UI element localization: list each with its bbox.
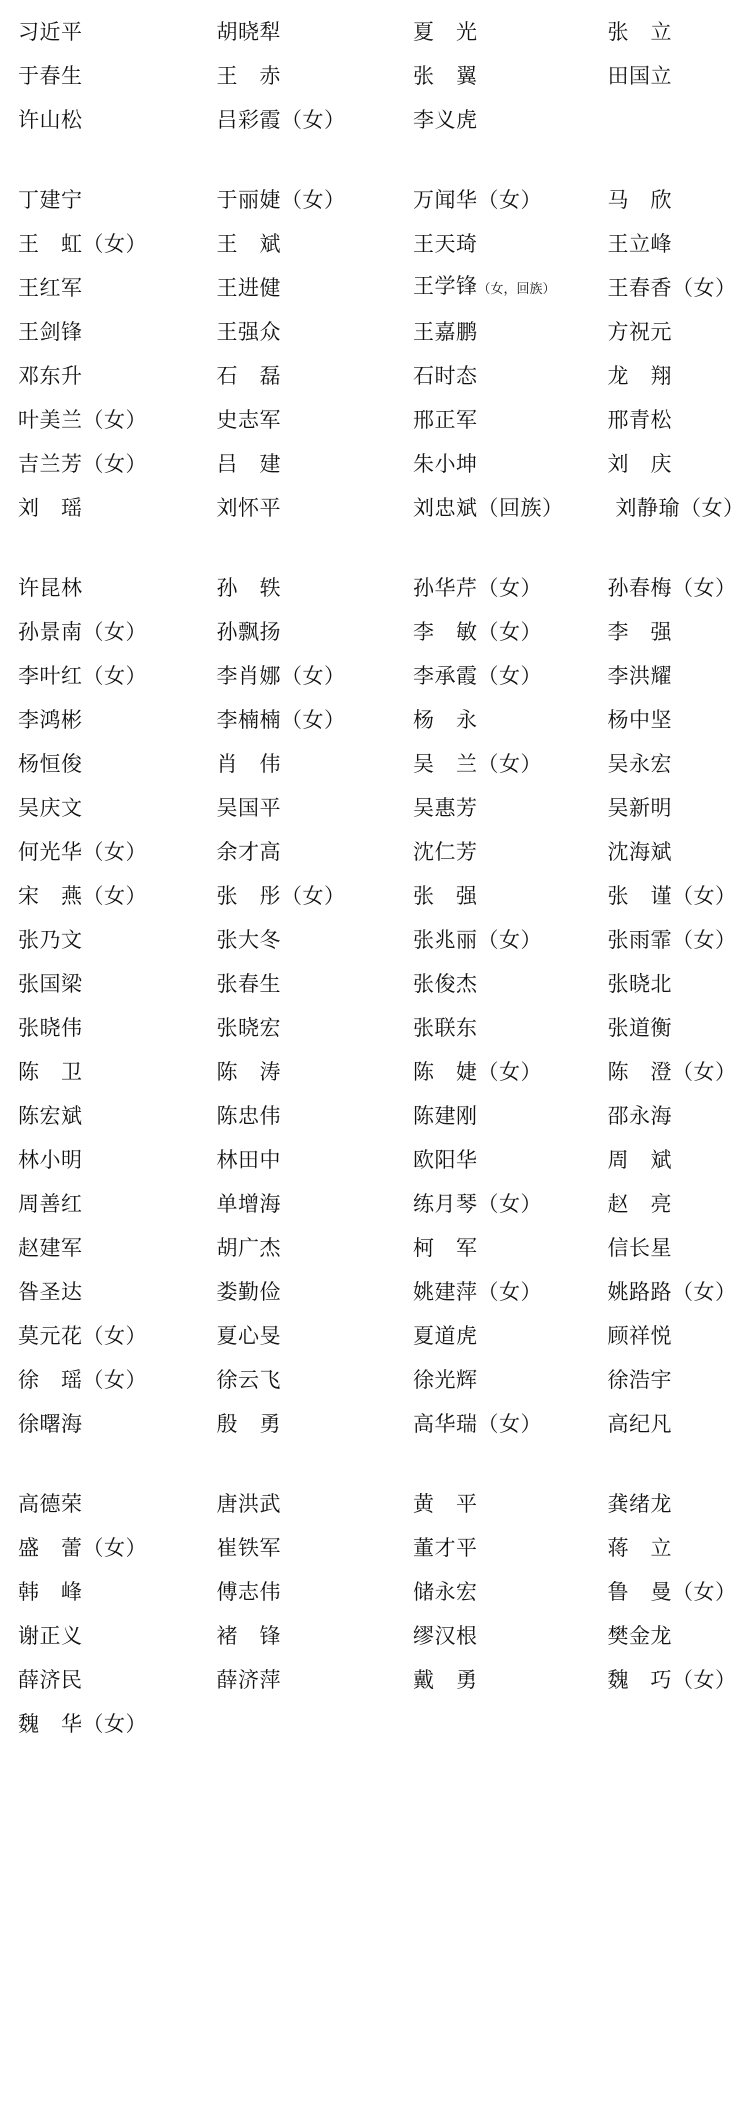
name-cell: 李鸿彬 [18,708,83,732]
name-row [14,266,736,310]
name-row [14,1614,736,1658]
name-cell: 周 斌 [607,1148,672,1172]
name-cell: 丁建宁 [18,188,83,212]
name-cell: 吴惠芳 [413,796,478,820]
name-cell: 李叶红（女） [18,664,147,688]
name-cell: 王学锋（女，回族） [413,274,556,298]
name-row [14,830,736,874]
name-row [14,1094,736,1138]
name-cell: 王强众 [216,320,281,344]
name-cell: 刘怀平 [216,496,281,520]
name-cell: 王剑锋 [18,320,83,344]
name-cell: 陈宏斌 [18,1104,83,1128]
name-cell: 王进健 [216,276,281,300]
name-cell: 孙 轶 [216,576,281,600]
name-cell: 李 敏（女） [413,620,542,644]
name-cell: 林田中 [216,1148,281,1172]
name-cell: 张晓北 [607,972,672,996]
name-cell: 张乃文 [18,928,83,952]
name-row [14,1658,736,1702]
name-row [14,98,736,142]
name-cell: 夏心旻 [216,1324,281,1348]
name-cell: 赵 亮 [607,1192,672,1216]
name-row [14,962,736,1006]
name-cell: 许山松 [18,108,83,132]
name-row [14,1138,736,1182]
name-cell: 孙景南（女） [18,620,147,644]
name-cell: 许昆林 [18,576,83,600]
name-cell: 于丽婕（女） [216,188,346,212]
name-cell: 徐光辉 [413,1368,478,1392]
name-cell: 张道衡 [607,1016,672,1040]
name-qualifier: （女，回族） [477,282,556,297]
name-row [14,918,736,962]
name-cell: 王红军 [18,276,83,300]
name-cell: 邢青松 [607,408,672,432]
name-row [14,1050,736,1094]
name-row [14,1314,736,1358]
name-cell: 林小明 [18,1148,83,1172]
name-cell: 樊金龙 [607,1624,672,1648]
name-cell: 李肖娜（女） [216,664,346,688]
name-cell: 肖 伟 [216,752,281,776]
name-row [14,486,745,530]
name-cell: 戴 勇 [413,1668,478,1692]
name-row [14,1402,736,1446]
name-cell: 殷 勇 [216,1412,281,1436]
name-cell: 唐洪武 [216,1492,281,1516]
name-row [14,610,736,654]
name-cell: 王 虹（女） [18,232,147,256]
name-cell: 高纪凡 [607,1412,672,1436]
name-cell: 姚路路（女） [607,1280,737,1304]
name-cell: 龚绪龙 [607,1492,672,1516]
name-cell: 陈 澄（女） [607,1060,737,1084]
name-cell: 于春生 [18,64,83,88]
name-cell: 练月琴（女） [413,1192,542,1216]
name-cell: 孙华芹（女） [413,576,542,600]
name-cell: 吕彩霞（女） [216,108,346,132]
name-row [14,1570,736,1614]
name-cell: 何光华（女） [18,840,147,864]
name-group [14,178,745,530]
name-row [14,566,736,610]
name-cell: 刘忠斌（回族） [413,496,564,520]
name-row [14,742,736,786]
name-cell: 刘 瑶 [18,496,83,520]
name-cell: 史志军 [216,408,281,432]
name-cell: 张俊杰 [413,972,478,996]
name-cell: 万闻华（女） [413,188,542,212]
name-row [14,398,736,442]
name-row [14,1182,736,1226]
name-cell: 褚 锋 [216,1624,281,1648]
name-row [14,1226,736,1270]
name-cell: 陈 卫 [18,1060,83,1084]
name-cell: 李义虎 [413,108,478,132]
name-group [14,1482,736,1746]
name-cell: 沈仁芳 [413,840,478,864]
name-row [14,310,736,354]
name-row [14,654,736,698]
name-cell: 欧阳华 [413,1148,478,1172]
name-cell: 张联东 [413,1016,478,1040]
name-cell: 夏 光 [413,20,478,44]
name-row [14,874,736,918]
name-cell: 周善红 [18,1192,83,1216]
name-cell: 吴国平 [216,796,281,820]
name-cell: 邵永海 [607,1104,672,1128]
name-cell: 莫元花（女） [18,1324,147,1348]
name-cell: 胡晓犁 [216,20,281,44]
name-row [14,1358,736,1402]
name-group [14,10,736,142]
name-cell: 谢正义 [18,1624,83,1648]
name-cell: 顾祥悦 [607,1324,672,1348]
name-cell: 张春生 [216,972,281,996]
name-cell: 单增海 [216,1192,281,1216]
name-cell: 方祝元 [607,320,672,344]
name-cell: 吴永宏 [607,752,672,776]
name-cell: 徐曙海 [18,1412,83,1436]
roster-container [14,10,745,1746]
name-row [14,1702,736,1746]
name-row [14,1482,736,1526]
name-cell: 邢正军 [413,408,478,432]
name-row [14,10,736,54]
name-cell: 吕 建 [216,452,281,476]
name-row [14,1270,736,1314]
name-cell: 张 彤（女） [216,884,346,908]
name-cell: 宋 燕（女） [18,884,147,908]
name-row [14,442,736,486]
name-cell: 盛 蕾（女） [18,1536,147,1560]
name-cell: 马 欣 [607,188,672,212]
name-cell: 王 赤 [216,64,281,88]
name-cell: 姚建萍（女） [413,1280,542,1304]
name-cell: 高华瑞（女） [413,1412,542,1436]
name-cell: 黄 平 [413,1492,478,1516]
name-cell: 陈建刚 [413,1104,478,1128]
name-cell: 刘静瑜（女） [615,496,745,520]
name-cell: 余才高 [216,840,281,864]
name-cell: 王 斌 [216,232,281,256]
name-cell: 缪汉根 [413,1624,478,1648]
name-cell: 吉兰芳（女） [18,452,147,476]
name-cell: 魏 华（女） [18,1712,147,1736]
name-group [14,566,736,1446]
name-cell: 张雨霏（女） [607,928,737,952]
name-cell: 王立峰 [607,232,672,256]
name-cell: 邓东升 [18,364,83,388]
name-cell: 蒋 立 [607,1536,672,1560]
name-cell: 李楠楠（女） [216,708,346,732]
name-cell: 孙春梅（女） [607,576,737,600]
name-row [14,222,736,266]
name-cell: 夏道虎 [413,1324,478,1348]
name-cell: 李 强 [607,620,672,644]
name-cell: 徐浩宇 [607,1368,672,1392]
name-cell: 薛济民 [18,1668,83,1692]
name-row [14,1006,736,1050]
name-cell: 石 磊 [216,364,281,388]
name-cell: 吴新明 [607,796,672,820]
name-cell: 张 谨（女） [607,884,737,908]
name-cell: 李洪耀 [607,664,672,688]
name-cell: 沈海斌 [607,840,672,864]
name-cell: 王春香（女） [607,276,737,300]
name-cell: 朱小坤 [413,452,478,476]
name-cell: 杨恒俊 [18,752,83,776]
name-cell: 石时态 [413,364,478,388]
name-cell: 柯 军 [413,1236,478,1260]
name-cell: 张国梁 [18,972,83,996]
name-cell: 吴庆文 [18,796,83,820]
name-cell: 崔铁军 [216,1536,281,1560]
name-cell: 张 立 [607,20,672,44]
name-row [14,354,736,398]
name-cell: 傅志伟 [216,1580,281,1604]
name-cell: 刘 庆 [607,452,672,476]
name-cell: 张大冬 [216,928,281,952]
name-cell: 陈忠伟 [216,1104,281,1128]
name-cell: 孙飘扬 [216,620,281,644]
name-cell: 徐云飞 [216,1368,281,1392]
name-cell: 吴 兰（女） [413,752,542,776]
name-cell: 王嘉鹏 [413,320,478,344]
name-cell: 信长星 [607,1236,672,1260]
name-cell: 张兆丽（女） [413,928,542,952]
name-cell: 李承霞（女） [413,664,542,688]
name-cell: 王天琦 [413,232,478,256]
name-cell: 张晓伟 [18,1016,83,1040]
name-cell: 张 强 [413,884,478,908]
name-cell: 薛济萍 [216,1668,281,1692]
name-cell: 陈 婕（女） [413,1060,542,1084]
name-cell: 魏 巧（女） [607,1668,737,1692]
name-row [14,698,736,742]
name-row [14,786,736,830]
name-cell: 田国立 [607,64,672,88]
name-cell: 胡广杰 [216,1236,281,1260]
name-cell: 娄勤俭 [216,1280,281,1304]
name-row [14,54,736,98]
name-cell: 陈 涛 [216,1060,281,1084]
name-cell: 韩 峰 [18,1580,83,1604]
name-cell: 叶美兰（女） [18,408,147,432]
name-cell: 赵建军 [18,1236,83,1260]
name-cell: 习近平 [18,20,83,44]
name-row [14,1526,736,1570]
name-cell: 张 翼 [413,64,478,88]
name-cell: 徐 瑶（女） [18,1368,147,1392]
name-cell: 龙 翔 [607,364,672,388]
name-cell: 张晓宏 [216,1016,281,1040]
name-cell: 杨中坚 [607,708,672,732]
name-cell: 董才平 [413,1536,478,1560]
name-cell: 储永宏 [413,1580,478,1604]
name-cell: 鲁 曼（女） [607,1580,737,1604]
name-cell: 高德荣 [18,1492,83,1516]
name-cell: 杨 永 [413,708,478,732]
name-cell: 昝圣达 [18,1280,83,1304]
name-row [14,178,736,222]
